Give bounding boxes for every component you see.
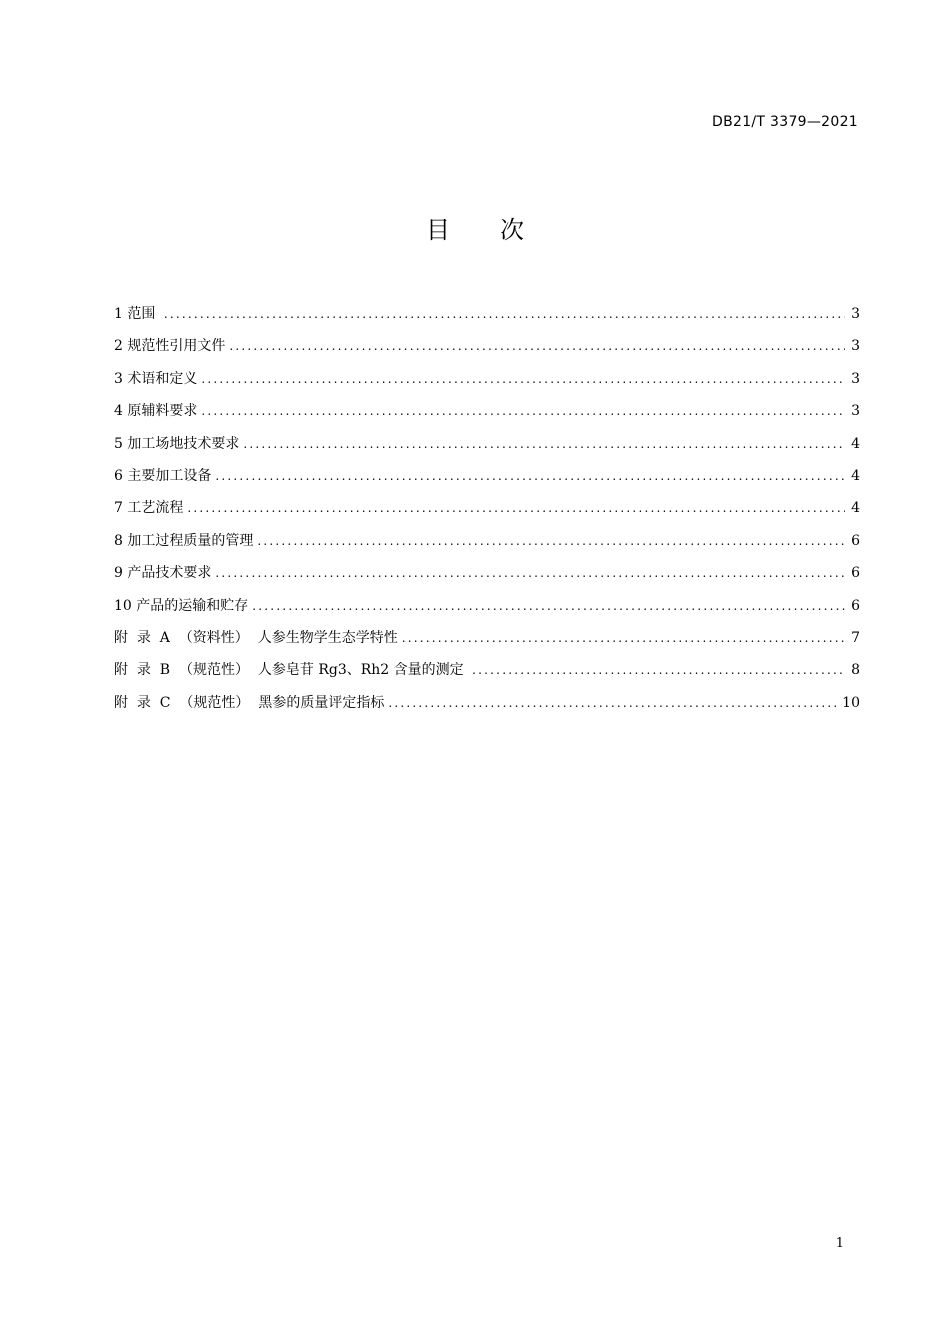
toc-entry-6[interactable] — [114, 464, 860, 496]
toc-entry-label: 5 加工场地技术要求 — [114, 435, 240, 452]
toc-entry-4[interactable] — [114, 399, 860, 431]
toc-leader-dots — [472, 658, 845, 682]
toc-leader-dots — [229, 334, 845, 358]
toc-entry-page: 6 — [851, 597, 860, 614]
title-char-1: 目 — [426, 216, 450, 244]
toc-entry-label: 3 术语和定义 — [114, 370, 198, 387]
toc-entry-appendix-c[interactable] — [114, 691, 860, 723]
document-code: DB21/T 3379—2021 — [712, 114, 858, 130]
toc-entry-label: 6 主要加工设备 — [114, 467, 212, 484]
toc-entry-label: 2 规范性引用文件 — [114, 338, 226, 355]
toc-entry-page: 3 — [851, 370, 860, 387]
toc-leader-dots — [388, 691, 836, 715]
toc-entry-page: 3 — [851, 338, 860, 355]
toc-entry-label: 附 录 C （规范性） 黑参的质量评定指标 — [114, 694, 385, 711]
toc-entry-page: 4 — [851, 500, 860, 517]
toc-entry-2[interactable] — [114, 334, 860, 366]
toc-entry-page: 6 — [851, 565, 860, 582]
toc-entry-page: 3 — [851, 403, 860, 420]
toc-entry-8[interactable] — [114, 529, 860, 561]
toc-entry-label: 9 产品技术要求 — [114, 565, 212, 582]
toc-entry-3[interactable] — [114, 367, 860, 399]
toc-leader-dots — [215, 464, 845, 488]
toc-entry-label: 10 产品的运输和贮存 — [114, 597, 249, 614]
toc-entry-appendix-b[interactable] — [114, 658, 860, 690]
toc-entry-label: 7 工艺流程 — [114, 500, 184, 517]
page-title — [0, 210, 950, 245]
table-of-contents — [114, 302, 860, 723]
toc-leader-dots — [243, 432, 845, 456]
toc-leader-dots — [215, 561, 845, 585]
page-number: 1 — [835, 1236, 844, 1251]
toc-entry-7[interactable] — [114, 496, 860, 528]
toc-entry-10[interactable] — [114, 594, 860, 626]
toc-entry-1[interactable] — [114, 302, 860, 334]
toc-leader-dots — [252, 594, 845, 618]
toc-leader-dots — [257, 529, 845, 553]
toc-entry-page: 7 — [851, 629, 860, 646]
toc-entry-page: 4 — [851, 467, 860, 484]
toc-entry-label: 8 加工过程质量的管理 — [114, 532, 254, 549]
toc-leader-dots — [187, 496, 845, 520]
title-char-2: 次 — [500, 216, 524, 244]
toc-entry-label: 4 原辅料要求 — [114, 403, 198, 420]
toc-leader-dots — [164, 302, 845, 326]
toc-entry-label: 附 录 B （规范性） 人参皂苷 Rg3、Rh2 含量的测定 — [114, 662, 469, 679]
toc-leader-dots — [201, 399, 845, 423]
toc-entry-5[interactable] — [114, 432, 860, 464]
toc-leader-dots — [201, 367, 845, 391]
toc-entry-page: 6 — [851, 532, 860, 549]
toc-entry-9[interactable] — [114, 561, 860, 593]
toc-entry-page: 3 — [851, 306, 860, 322]
toc-entry-page: 8 — [851, 662, 860, 679]
toc-leader-dots — [402, 626, 845, 650]
toc-entry-label: 附 录 A （资料性） 人参生物学生态学特性 — [114, 629, 398, 646]
toc-entry-appendix-a[interactable] — [114, 626, 860, 658]
toc-entry-page: 10 — [842, 694, 860, 711]
toc-entry-label: 1 范围 — [114, 306, 160, 322]
toc-entry-page: 4 — [851, 435, 860, 452]
